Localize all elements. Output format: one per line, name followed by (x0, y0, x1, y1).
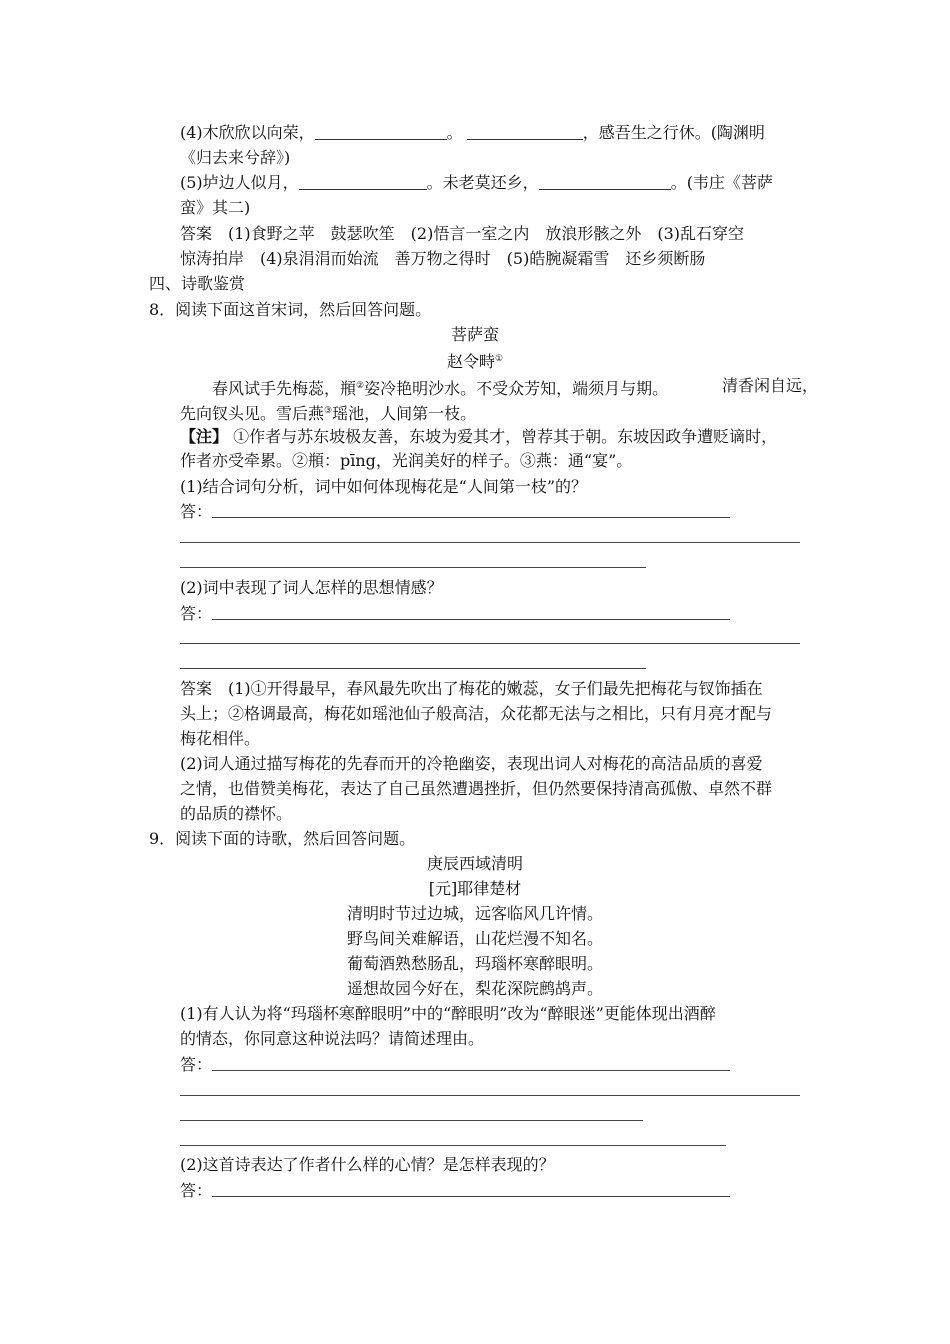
q8-answer-prefix-2: 答： (180, 604, 213, 623)
answer-line[interactable] (180, 1145, 726, 1146)
q9-poem-line: 清明时节过边城，远客临风几许情。 (346, 904, 603, 923)
answer-line[interactable] (180, 567, 646, 568)
answer-blank[interactable] (539, 175, 671, 190)
q9-poem-author: [元]耶律楚材 (428, 879, 522, 898)
footnote-mark: ③ (324, 406, 333, 416)
q9-sub1-line2: 的情态，你同意这种说法吗？请简述理由。 (180, 1029, 485, 1048)
fill-in-answer-line1: 答案 (1)食野之苹 鼓瑟吹笙 (2)悟言一室之内 放浪形骸之外 (3)乱石穿空 (180, 224, 744, 243)
verse-text: 瑶池，人间第一枝。 (332, 404, 477, 423)
answer-line[interactable] (212, 619, 730, 620)
q8-answer2-line1: (2)词人通过描写梅花的先春而开的冷艳幽姿，表现出词人对梅花的高洁品质的喜爱 (180, 754, 763, 773)
q9-poem-line: 葡萄酒熟愁肠乱，玛瑙杯寒醉眼明。 (346, 954, 603, 973)
fill-in-answer-line2: 惊涛拍岸 (4)泉涓涓而始流 善万物之得时 (5)皓腕凝霜雪 还乡须断肠 (180, 249, 706, 268)
footnote-mark: ② (356, 381, 365, 391)
q8-stem: 8．阅读下面这首宋词，然后回答问题。 (149, 300, 432, 319)
q8-note-line1 (180, 427, 777, 447)
q4-prefix: (4)木欣欣以向荣， (180, 123, 315, 142)
q8-verse-line2 (180, 401, 476, 424)
fill-in-q5-line2: 蛮》其二) (180, 198, 251, 217)
note-text: ①作者与苏东坡极友善，东坡为爱其才，曾荐其于朝。东坡因政争遭贬谪时， (233, 427, 778, 446)
answer-line[interactable] (180, 643, 800, 644)
fill-in-q5-line1 (180, 173, 773, 193)
q8-note-line2: 作者亦受牵累。②頩：pīng，光润美好的样子。③燕：通“宴”。 (180, 451, 633, 470)
answer-line[interactable] (212, 1196, 730, 1197)
section-title: 四、诗歌鉴赏 (149, 274, 246, 293)
q9-poem-title: 庚辰西域清明 (426, 854, 523, 873)
q8-verse-line1 (212, 376, 668, 399)
answer-line[interactable] (180, 542, 800, 543)
answer-line[interactable] (212, 1070, 730, 1071)
q8-poem-author-line (0, 349, 950, 372)
q8-answer1-line3: 梅花相伴。 (180, 729, 261, 748)
q8-poem-title: 菩萨蛮 (450, 325, 499, 344)
q9-sub2: (2)这首诗表达了作者什么样的心情？是怎样表现的？ (180, 1155, 555, 1174)
verse-text: 春风试手先梅蕊，頩 (212, 379, 357, 398)
answer-line[interactable] (180, 668, 646, 669)
q8-answer2-line3: 的品质的襟怀。 (180, 804, 293, 823)
q4-separator: 。 (446, 123, 463, 142)
note-label: 【注】 (180, 427, 229, 446)
q5-suffix: 。(韦庄《菩萨 (670, 173, 773, 192)
q9-poem-line: 遥想故园今好在，梨花深院鹧鸪声。 (346, 979, 603, 998)
fill-in-q4-line2: 《归去来兮辞》) (180, 148, 291, 167)
q5-middle: 。未老莫还乡， (426, 173, 539, 192)
q8-poem-author: 赵令畤 (446, 352, 495, 371)
q4-suffix: ，感吾生之行休。(陶渊明 (582, 123, 765, 142)
answer-blank[interactable] (299, 175, 427, 190)
q9-answer-prefix-1: 答： (180, 1055, 213, 1074)
q9-poem-line: 野鸟间关难解语，山花烂漫不知名。 (346, 929, 603, 948)
q8-sub2: (2)词中表现了词人怎样的思想情感？ (180, 578, 443, 597)
answer-line[interactable] (212, 517, 730, 518)
verse-text: 姿冷艳明沙水。不受众芳知，端须月与期。 (364, 379, 669, 398)
verse-text: 先向钗头见。雪后燕 (180, 404, 325, 423)
q8-answer1-line2: 头上；②格调最高，梅花如瑶池仙子般高洁，众花都无法与之相比，只有月亮才配与 (180, 704, 773, 723)
q8-answer1-line1: 答案 (1)①开得最早，春风最先吹出了梅花的嫩蕊，女子们最先把梅花与钗饰插在 (180, 679, 763, 698)
answer-blank[interactable] (467, 125, 583, 140)
q5-prefix: (5)垆边人似月， (180, 173, 299, 192)
q8-sub1: (1)结合词句分析，词中如何体现梅花是“人间第一枝”的？ (180, 477, 588, 496)
q9-sub1-line1: (1)有人认为将“玛瑙杯寒醉眼明”中的“醉眼明”改为“醉眼迷”更能体现出酒醉 (180, 1004, 716, 1023)
answer-line[interactable] (180, 1095, 800, 1096)
answer-line[interactable] (180, 1120, 643, 1121)
answer-blank[interactable] (315, 125, 447, 140)
footnote-mark: ① (494, 354, 504, 364)
q8-answer2-line2: 之情，也借赞美梅花，表达了自己虽然遭遇挫折，但仍然要保持清高孤傲、卓然不群 (180, 779, 773, 798)
fill-in-q4-line1 (180, 123, 765, 143)
q8-verse-line1-end: 清香闲自远， (722, 376, 819, 395)
q9-answer-prefix-2: 答： (180, 1181, 213, 1200)
q8-answer-prefix-1: 答： (180, 502, 213, 521)
q9-stem: 9．阅读下面的诗歌，然后回答问题。 (149, 829, 416, 848)
